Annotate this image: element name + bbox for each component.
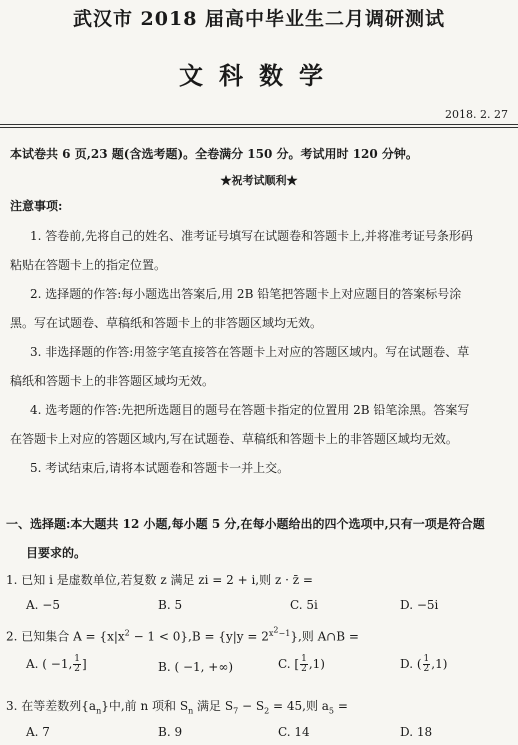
note-4-line-2: 在答题卡上对应的答题区域内,写在试题卷、草稿纸和答题卡上的非答题区域均无效。 xyxy=(10,432,458,446)
header-rule-top xyxy=(0,124,518,125)
note-3-line-2: 稿纸和答题卡上的非答题区域均无效。 xyxy=(10,374,215,388)
q2-option-a: A. ( −1, $\frac{1}{2}$ ] xyxy=(26,654,87,674)
q3-option-b: B. 9 xyxy=(158,725,183,739)
fraction-one-half: $\frac{1}{2}$ xyxy=(301,654,307,674)
note-3-line-1: 3. 非选择题的作答:用签字笔直接答在答题卡上对应的答题区域内。写在试题卷、草 xyxy=(30,345,470,359)
q3-stem: 3. 在等差数列$\{a_n\}$中,前 n 项和 $S_n$ 满足 $S_7 - S_2 = 45$,则 $a_5$ = xyxy=(6,699,348,716)
note-1-line-1: 1. 答卷前,先将自己的姓名、准考证号填写在试题卷和答题卡上,并将准考证号条形码 xyxy=(30,229,473,243)
exam-date: 2018. 2. 27 xyxy=(445,108,508,121)
q3-option-d: D. 18 xyxy=(400,725,433,739)
fraction-one-half: $\frac{1}{2}$ xyxy=(74,654,81,674)
note-2-line-2: 黑。写在试题卷、草稿纸和答题卡上的非答题区域均无效。 xyxy=(10,316,323,330)
q1-option-d: D. −5i xyxy=(400,598,439,612)
q1-stem: 1. 已知 i 是虚数单位,若复数 z 满足 zi = 2 + i,则 z · z̄ = xyxy=(6,573,313,587)
q1-option-b: B. 5 xyxy=(158,598,183,612)
q3-option-c: C. 14 xyxy=(278,725,310,739)
note-4-line-1: 4. 选考题的作答:先把所选题目的题号在答题卡指定的位置用 2B 铅笔涂黑。答案写 xyxy=(30,403,470,417)
q3-option-a: A. 7 xyxy=(26,725,50,739)
note-2-line-1: 2. 选择题的作答:每小题选出答案后,用 2B 铅笔把答题卡上对应题目的答案标号涂 xyxy=(30,287,462,301)
q2-option-d: D. ( $\frac{1}{2}$ ,1) xyxy=(400,654,448,674)
q2-option-c: C. [ $\frac{1}{2}$ ,1) xyxy=(278,654,325,674)
notes-heading: 注意事项: xyxy=(10,199,63,213)
section-heading-line-1: 一、选择题:本大题共 12 小题,每小题 5 分,在每小题给出的四个选项中,只有一项是符合题 xyxy=(6,517,485,531)
q2-option-b: B. ( −1, +∞) xyxy=(158,660,233,674)
exam-subject: 文科数学 xyxy=(179,61,339,90)
section-heading-line-2: 目要求的。 xyxy=(26,546,87,560)
exam-title: 武汉市 2018 届高中毕业生二月调研测试 xyxy=(72,8,446,30)
q2-stem: 2. 已知集合 $A = \{x|x^2 - 1 < 0\},B = \{y|y = 2^{x^2-1}\}$,则 A∩B = xyxy=(6,625,359,644)
q1-option-a: A. −5 xyxy=(26,598,60,612)
q1-option-c: C. 5i xyxy=(290,598,318,612)
exam-info: 本试卷共 6 页,23 题(含选考题)。全卷满分 150 分。考试用时 120 分钟。 xyxy=(10,147,418,161)
note-5: 5. 考试结束后,请将本试题卷和答题卡一并上交。 xyxy=(30,461,290,475)
fraction-one-half: $\frac{1}{2}$ xyxy=(423,654,430,674)
note-1-line-2: 粘贴在答题卡上的指定位置。 xyxy=(10,258,167,272)
good-luck-banner: ★祝考试顺利★ xyxy=(220,174,298,187)
header-rule-bottom xyxy=(0,127,518,128)
